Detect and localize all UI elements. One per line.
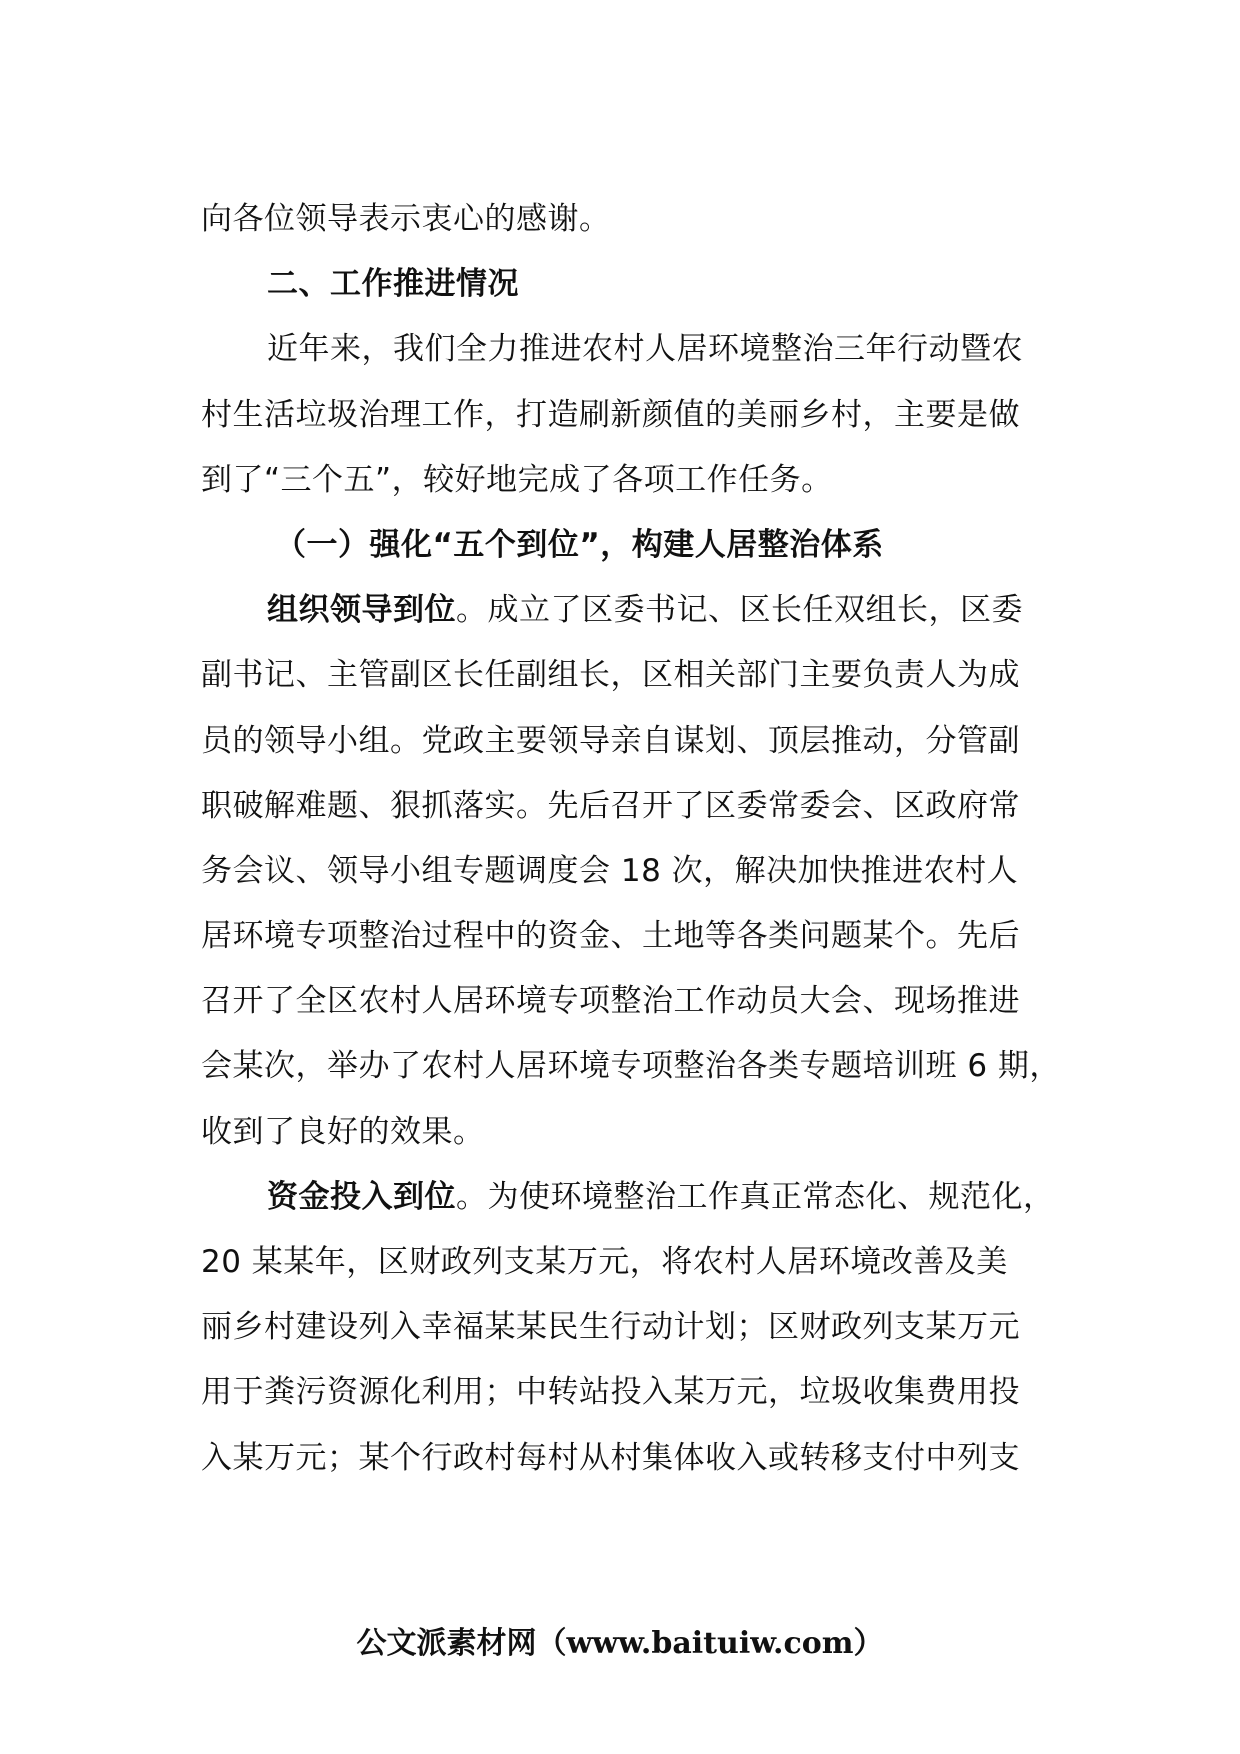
body-line: 向各位领导表示衷心的感谢。 [201, 201, 611, 237]
body-line: 会某次，举办了农村人居环境专项整治各类专题培训班 6 期， [201, 1048, 1061, 1085]
body-line [201, 578, 1101, 643]
body-line: 20 某某年，区财政列支某万元，将农村人居环境改善及美 [201, 1244, 1008, 1280]
footer-watermark: 公文派素材网（www.baituiw.com） [356, 1626, 884, 1661]
document-body [201, 201, 1101, 1491]
subsection-heading: （一）强化“五个到位”，构建人居整治体系 [275, 526, 884, 563]
body-line: 入某万元；某个行政村每村从村集体收入或转移支付中列支 [201, 1439, 1020, 1476]
paragraph-lead: 资金投入到位 [267, 1178, 456, 1215]
body-line [201, 1165, 1101, 1230]
body-line: 员的领导小组。党政主要领导亲自谋划、顶层推动，分管副 [201, 722, 1020, 759]
body-line: 副书记、主管副区长任副组长，区相关部门主要负责人为成 [201, 657, 1020, 694]
paragraph-text: 。成立了区委书记、区长任双组长，区委 [456, 592, 1023, 629]
body-line: 居环境专项整治过程中的资金、土地等各类问题某个。先后 [201, 918, 1020, 955]
body-line: 到了“三个五”，较好地完成了各项工作任务。 [201, 461, 833, 498]
body-line: 收到了良好的效果。 [201, 1113, 485, 1150]
paragraph-lead: 组织领导到位 [267, 592, 456, 629]
body-line: 职破解难题、狠抓落实。先后召开了区委常委会、区政府常 [201, 787, 1020, 824]
body-line: 用于粪污资源化利用；中转站投入某万元，垃圾收集费用投 [201, 1374, 1020, 1411]
paragraph-text: 。为使环境整治工作真正常态化、规范化， [456, 1178, 1055, 1215]
body-line: 村生活垃圾治理工作，打造刷新颜值的美丽乡村，主要是做 [201, 396, 1020, 433]
body-line: 近年来，我们全力推进农村人居环境整治三年行动暨农 [267, 331, 1023, 368]
body-line: 召开了全区农村人居环境专项整治工作动员大会、现场推进 [201, 983, 1020, 1020]
section-heading: 二、工作推进情况 [267, 266, 519, 303]
body-line: 务会议、领导小组专题调度会 18 次，解决加快推进农村人 [201, 852, 1019, 889]
body-line: 丽乡村建设列入幸福某某民生行动计划；区财政列支某万元 [201, 1309, 1020, 1346]
